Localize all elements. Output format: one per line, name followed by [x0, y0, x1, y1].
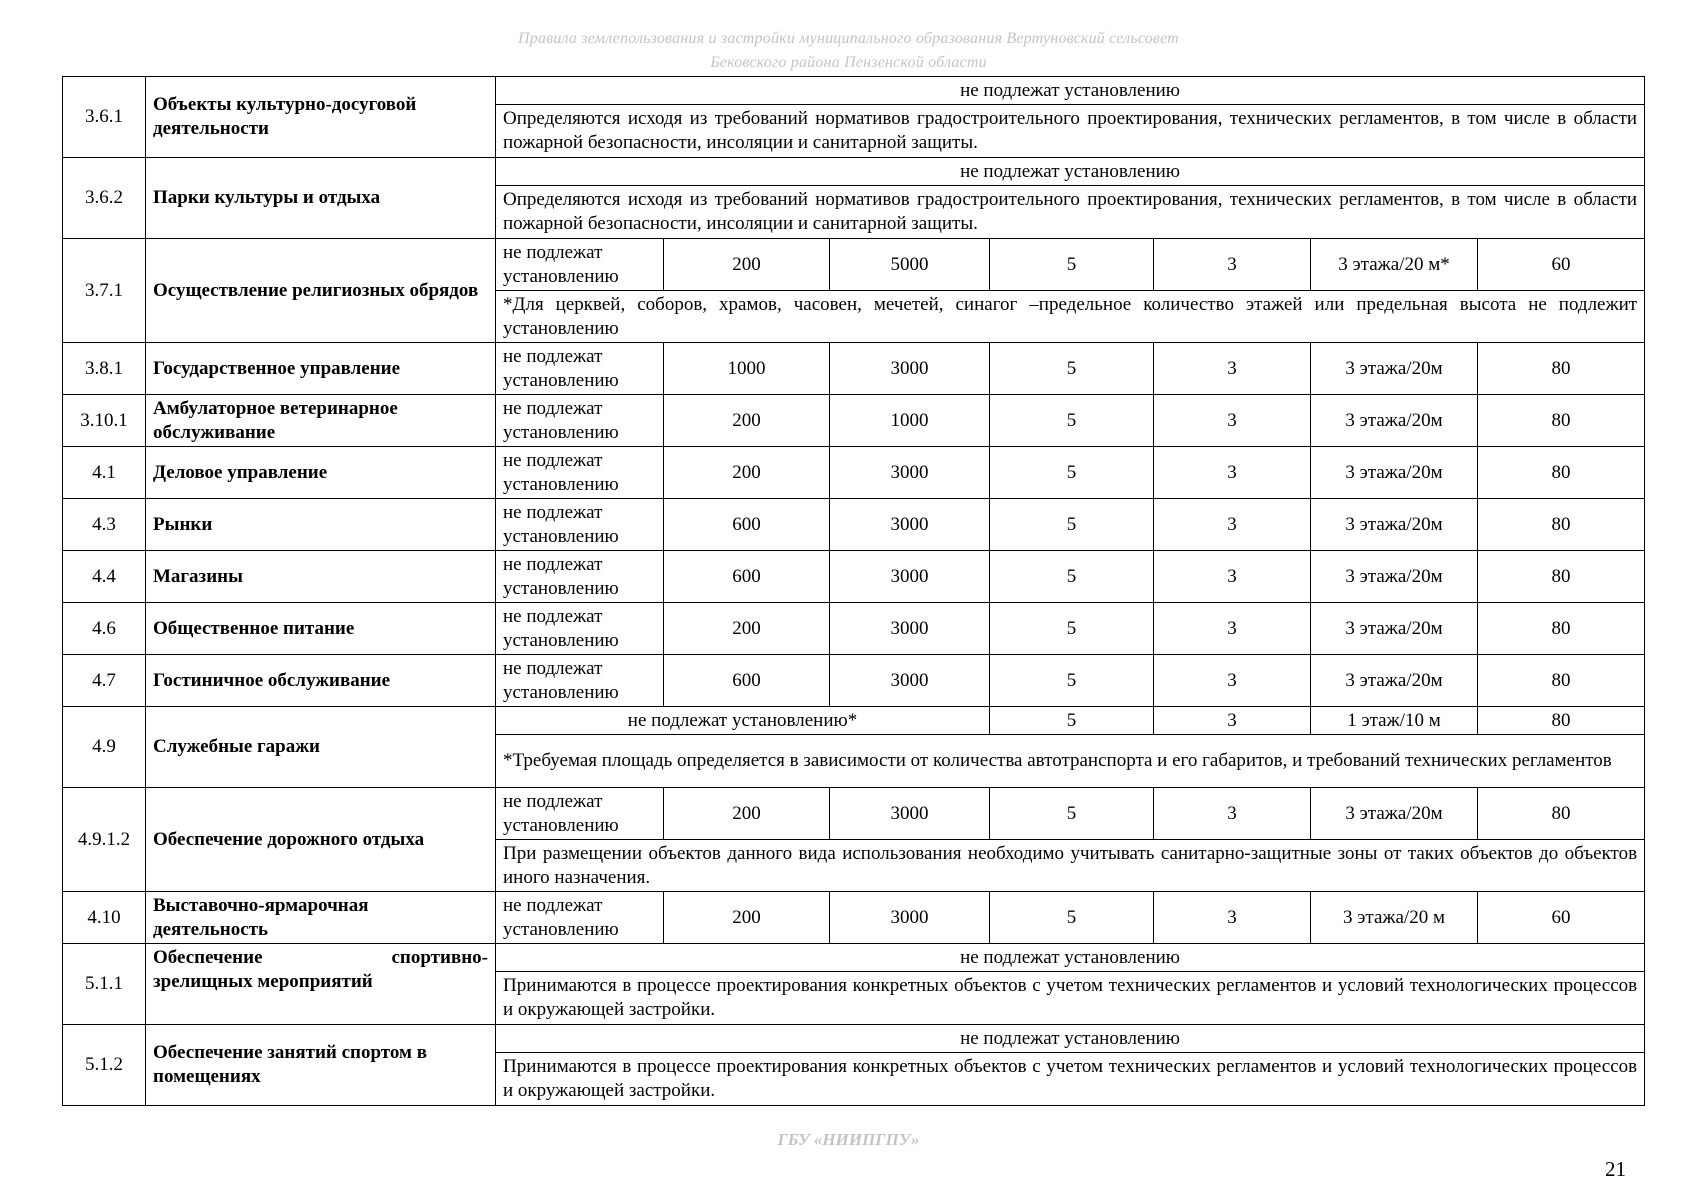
row-code: 4.6	[63, 603, 146, 655]
cell-max-area: 3000	[830, 788, 990, 840]
cell-max-height: 3 этажа/20м	[1311, 788, 1478, 840]
cell-front-setback: 5	[990, 447, 1154, 499]
cell-coverage: 60	[1478, 892, 1645, 944]
cell-max-height: 3 этажа/20м	[1311, 343, 1478, 395]
cell-coverage: 80	[1478, 788, 1645, 840]
row-note: *Требуемая площадь определяется в зависимости от количества автотранспорта и его габаритов, и требований технических регламентов	[496, 735, 1645, 788]
cell-side-setback: 3	[1154, 655, 1311, 707]
row-code: 4.9.1.2	[63, 788, 146, 892]
table-row	[63, 343, 1645, 395]
cell-front-setback: 5	[990, 239, 1154, 291]
cell-coverage: 80	[1478, 655, 1645, 707]
row-code: 4.7	[63, 655, 146, 707]
cell-coverage: 80	[1478, 551, 1645, 603]
row-code: 3.6.2	[63, 158, 146, 239]
cell-min-width: не подлежат установлению	[496, 603, 664, 655]
cell-max-area: 3000	[830, 447, 990, 499]
cell-coverage: 80	[1478, 707, 1645, 735]
row-code: 4.10	[63, 892, 146, 944]
cell-min-width: не подлежат установлению	[496, 447, 664, 499]
cell-max-area: 3000	[830, 603, 990, 655]
cell-merged: не подлежат установлению	[496, 77, 1645, 105]
cell-min-area: 200	[664, 447, 830, 499]
row-code: 4.4	[63, 551, 146, 603]
cell-min-area: 200	[664, 788, 830, 840]
cell-side-setback: 3	[1154, 892, 1311, 944]
cell-side-setback: 3	[1154, 395, 1311, 447]
row-name: Обеспечение занятий спортом в помещениях	[146, 1025, 496, 1106]
row-name: Государственное управление	[146, 343, 496, 395]
cell-min-area: 200	[664, 603, 830, 655]
row-name: Рынки	[146, 499, 496, 551]
page-number: 21	[1605, 1157, 1626, 1181]
table-row	[63, 239, 1645, 291]
row-code: 3.10.1	[63, 395, 146, 447]
row-name: Выставочно-ярмарочная деятельность	[146, 892, 496, 944]
running-header-line2: Бековского района Пензенской области	[710, 54, 987, 71]
cell-side-setback: 3	[1154, 343, 1311, 395]
cell-coverage: 80	[1478, 499, 1645, 551]
table-row	[63, 447, 1645, 499]
cell-min-area: 200	[664, 239, 830, 291]
cell-merged: не подлежат установлению*	[496, 707, 990, 735]
row-note: Определяются исходя из требований нормативов градостроительного проектирования, технических регламентов, в том числе в области пожарной безопасности, инсоляции и санитарной защиты.	[496, 186, 1645, 239]
table-row	[63, 1025, 1645, 1053]
table-row	[63, 892, 1645, 944]
table-row	[63, 77, 1645, 105]
cell-min-width: не подлежат установлению	[496, 892, 664, 944]
cell-max-height: 3 этажа/20м	[1311, 499, 1478, 551]
row-code: 5.1.1	[63, 944, 146, 1025]
row-name: Объекты культурно-досуговой деятельности	[146, 77, 496, 158]
row-name: Осуществление религиозных обрядов	[146, 239, 496, 343]
cell-side-setback: 3	[1154, 707, 1311, 735]
row-name: Магазины	[146, 551, 496, 603]
row-code: 5.1.2	[63, 1025, 146, 1106]
row-name: Деловое управление	[146, 447, 496, 499]
cell-min-area: 600	[664, 551, 830, 603]
cell-max-height: 3 этажа/20м	[1311, 447, 1478, 499]
cell-side-setback: 3	[1154, 239, 1311, 291]
table-row	[63, 603, 1645, 655]
table-row	[63, 944, 1645, 972]
cell-min-width: не подлежат установлению	[496, 343, 664, 395]
cell-min-width: не подлежат установлению	[496, 655, 664, 707]
cell-max-height: 3 этажа/20м	[1311, 551, 1478, 603]
regulations-table	[62, 76, 1645, 1106]
row-code: 4.9	[63, 707, 146, 788]
row-name: Служебные гаражи	[146, 707, 496, 788]
cell-front-setback: 5	[990, 655, 1154, 707]
row-code: 4.1	[63, 447, 146, 499]
cell-min-width: не подлежат установлению	[496, 239, 664, 291]
row-note: Принимаются в процессе проектирования конкретных объектов с учетом технических регламентов и условий технологических процессов и окружающей застройки.	[496, 972, 1645, 1025]
cell-min-width: не подлежат установлению	[496, 551, 664, 603]
table-row	[63, 499, 1645, 551]
cell-coverage: 80	[1478, 447, 1645, 499]
cell-front-setback: 5	[990, 551, 1154, 603]
cell-merged: не подлежат установлению	[496, 158, 1645, 186]
table-row	[63, 158, 1645, 186]
cell-max-height: 1 этаж/10 м	[1311, 707, 1478, 735]
cell-coverage: 80	[1478, 395, 1645, 447]
row-name: Амбулаторное ветеринарное обслуживание	[146, 395, 496, 447]
row-note: *Для церквей, соборов, храмов, часовен, мечетей, синагог –предельное количество этажей или предельная высота не подлежит установлению	[496, 291, 1645, 343]
row-note: При размещении объектов данного вида использования необходимо учитывать санитарно-защитные зоны от таких объектов до объектов иного назначения.	[496, 840, 1645, 892]
cell-side-setback: 3	[1154, 499, 1311, 551]
cell-min-width: не подлежат установлению	[496, 788, 664, 840]
cell-max-height: 3 этажа/20м	[1311, 603, 1478, 655]
cell-front-setback: 5	[990, 395, 1154, 447]
row-name: Гостиничное обслуживание	[146, 655, 496, 707]
table-row	[63, 395, 1645, 447]
cell-max-area: 3000	[830, 551, 990, 603]
table-row	[63, 707, 1645, 735]
cell-front-setback: 5	[990, 892, 1154, 944]
row-code: 4.3	[63, 499, 146, 551]
cell-max-area: 3000	[830, 655, 990, 707]
cell-max-area: 3000	[830, 499, 990, 551]
cell-coverage: 80	[1478, 343, 1645, 395]
cell-min-area: 600	[664, 499, 830, 551]
row-name: Парки культуры и отдыха	[146, 158, 496, 239]
row-code: 3.8.1	[63, 343, 146, 395]
cell-min-width: не подлежат установлению	[496, 499, 664, 551]
cell-front-setback: 5	[990, 788, 1154, 840]
table-row	[63, 551, 1645, 603]
cell-min-area: 1000	[664, 343, 830, 395]
cell-front-setback: 5	[990, 707, 1154, 735]
cell-merged: не подлежат установлению	[496, 1025, 1645, 1053]
cell-max-area: 5000	[830, 239, 990, 291]
table-row	[63, 655, 1645, 707]
cell-max-area: 3000	[830, 343, 990, 395]
cell-max-area: 3000	[830, 892, 990, 944]
row-name	[146, 944, 496, 1025]
cell-front-setback: 5	[990, 603, 1154, 655]
running-header-line1: Правила землепользования и застройки муниципального образования Вертуновский сельсовет	[518, 30, 1179, 47]
row-code: 3.6.1	[63, 77, 146, 158]
cell-max-height: 3 этажа/20 м	[1311, 892, 1478, 944]
row-code: 3.7.1	[63, 239, 146, 343]
cell-side-setback: 3	[1154, 447, 1311, 499]
cell-min-area: 600	[664, 655, 830, 707]
running-footer: ГБУ «НИИПГПУ»	[777, 1130, 920, 1149]
cell-max-height: 3 этажа/20м	[1311, 655, 1478, 707]
row-name-line2: зрелищных мероприятий	[153, 971, 373, 992]
cell-merged: не подлежат установлению	[496, 944, 1645, 972]
cell-coverage: 60	[1478, 239, 1645, 291]
row-name: Общественное питание	[146, 603, 496, 655]
cell-side-setback: 3	[1154, 551, 1311, 603]
cell-side-setback: 3	[1154, 603, 1311, 655]
row-name-line1: Обеспечение спортивно-	[153, 947, 488, 968]
cell-coverage: 80	[1478, 603, 1645, 655]
cell-min-area: 200	[664, 395, 830, 447]
row-name: Обеспечение дорожного отдыха	[146, 788, 496, 892]
cell-max-height: 3 этажа/20 м*	[1311, 239, 1478, 291]
cell-front-setback: 5	[990, 499, 1154, 551]
cell-min-width: не подлежат установлению	[496, 395, 664, 447]
cell-front-setback: 5	[990, 343, 1154, 395]
cell-side-setback: 3	[1154, 788, 1311, 840]
cell-max-area: 1000	[830, 395, 990, 447]
cell-max-height: 3 этажа/20м	[1311, 395, 1478, 447]
row-note: Принимаются в процессе проектирования конкретных объектов с учетом технических регламентов и условий технологических процессов и окружающей застройки.	[496, 1053, 1645, 1106]
cell-min-area: 200	[664, 892, 830, 944]
table-row	[63, 788, 1645, 840]
row-note: Определяются исходя из требований нормативов градостроительного проектирования, технических регламентов, в том числе в области пожарной безопасности, инсоляции и санитарной защиты.	[496, 105, 1645, 158]
